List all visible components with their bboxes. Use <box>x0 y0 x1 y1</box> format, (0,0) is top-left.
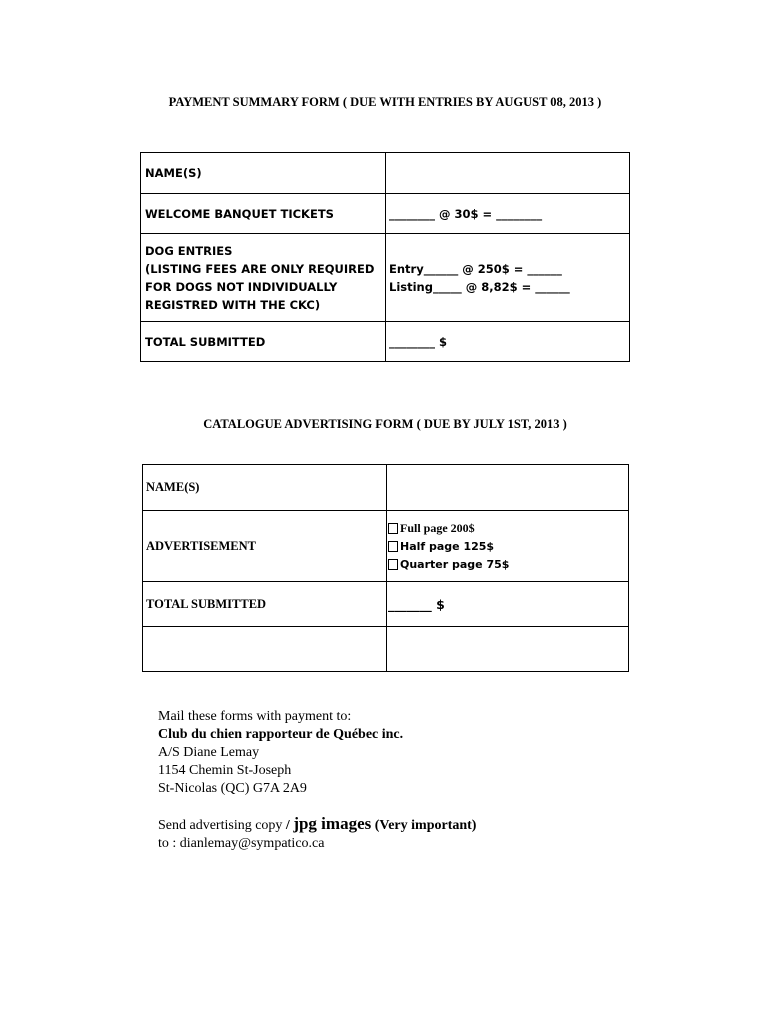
ad-names-label: NAME(S) <box>143 465 387 511</box>
club-name: Club du chien rapporteur de Québec inc. <box>158 727 404 742</box>
empty-cell <box>387 627 629 672</box>
option-label: Full page 200$ <box>400 520 475 535</box>
names-label: NAME(S) <box>141 153 386 194</box>
names-field[interactable] <box>386 153 630 194</box>
option-label: Quarter page 75$ <box>400 557 510 571</box>
send-note: (Very important) <box>374 818 477 833</box>
payment-form-title: PAYMENT SUMMARY FORM ( DUE WITH ENTRIES BY AUGUST 08, 2013 ) <box>168 95 602 109</box>
attention-line: A/S Diane Lemay <box>158 745 260 760</box>
mailing-instructions <box>158 708 476 853</box>
total-field[interactable]: ________ $ <box>386 322 630 362</box>
street-address: 1154 Chemin St-Joseph <box>158 763 292 778</box>
checkbox-icon[interactable] <box>388 541 398 552</box>
payment-summary-table <box>140 152 630 362</box>
table-row <box>143 465 629 511</box>
dog-entries-line: REGISTRED WITH THE CKC) <box>145 297 321 312</box>
entry-fee-line[interactable]: Entry______ @ 250$ = ______ <box>389 261 562 276</box>
advertisement-label: ADVERTISEMENT <box>143 511 387 582</box>
email-line[interactable]: to : dianlemay@sympatico.ca <box>158 836 325 851</box>
send-instructions <box>158 815 476 835</box>
table-row <box>143 582 629 627</box>
ad-total-field[interactable]: _______ $ <box>387 582 629 627</box>
table-row <box>141 153 630 194</box>
checkbox-icon[interactable] <box>388 523 398 534</box>
option-full-page[interactable] <box>388 519 624 537</box>
dog-entries-field <box>386 234 630 322</box>
dog-entries-line: DOG ENTRIES <box>145 243 233 258</box>
advertising-form-title: CATALOGUE ADVERTISING FORM ( DUE BY JULY 1ST, 2013 ) <box>203 417 567 431</box>
option-half-page[interactable] <box>388 537 624 555</box>
table-row <box>141 194 630 234</box>
table-row <box>143 627 629 672</box>
banquet-field[interactable]: ________ @ 30$ = ________ <box>386 194 630 234</box>
ad-total-label: TOTAL SUBMITTED <box>143 582 387 627</box>
empty-cell <box>143 627 387 672</box>
dog-entries-label <box>141 234 386 322</box>
dog-entries-line: (LISTING FEES ARE ONLY REQUIRED <box>145 261 375 276</box>
option-label: Half page 125$ <box>400 539 495 553</box>
send-slash: / <box>285 818 290 833</box>
option-quarter-page[interactable] <box>388 555 624 573</box>
table-row <box>141 322 630 362</box>
table-row <box>143 511 629 582</box>
checkbox-icon[interactable] <box>388 559 398 570</box>
banquet-label: WELCOME BANQUET TICKETS <box>141 194 386 234</box>
advertisement-options <box>387 511 629 582</box>
listing-fee-line[interactable]: Listing_____ @ 8,82$ = ______ <box>389 279 570 294</box>
dog-entries-line: FOR DOGS NOT INDIVIDUALLY <box>145 279 338 294</box>
total-label: TOTAL SUBMITTED <box>141 322 386 362</box>
table-row <box>141 234 630 322</box>
send-format: jpg images <box>293 814 372 833</box>
city-address: St-Nicolas (QC) G7A 2A9 <box>158 781 307 796</box>
ad-names-field[interactable] <box>387 465 629 511</box>
send-prefix: Send advertising copy <box>158 818 283 833</box>
mail-intro: Mail these forms with payment to: <box>158 709 352 724</box>
advertising-table <box>142 464 629 672</box>
